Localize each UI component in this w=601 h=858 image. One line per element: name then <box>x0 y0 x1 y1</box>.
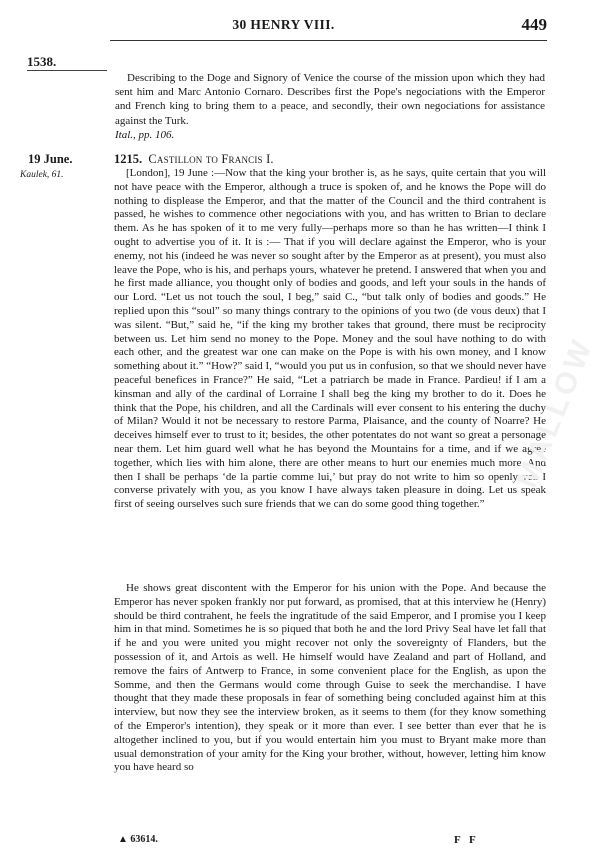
page-number: 449 <box>521 15 547 34</box>
entry-heading <box>114 152 274 167</box>
entry-date: 19 June. <box>28 152 73 166</box>
library-watermark: MALLOW <box>510 332 601 493</box>
summary-reference: Ital., pp. 106. <box>115 128 175 141</box>
entry-number: 1215. <box>114 152 143 166</box>
print-code: ▲ 63614. <box>118 834 158 845</box>
entry-source: Kaulek, 61. <box>20 170 64 180</box>
header-rule <box>110 40 547 41</box>
summary-paragraph <box>115 71 545 142</box>
margin-rule <box>27 70 107 71</box>
letter-paragraph-2: He shows great discontent with the Emperor for his union with the Pope. And because the Emperor has never spoken frankly nor put forward, as promised, that at this interview he (Henry) should be third contrahent, he feels the ingratitude of the said Emperor, and I promise you I keep him in that mind. Sometimes he is so piqued that both he and the lord Privy Seal have let fall that if he and you were united you might recover not only the sovereignty of Flanders, but the possession of it, and Artois as well. He himself would have Zealand and part of Holland, and remove the fairs of Antwerp to France, in some convenient place for the English, as upon the Somme, and then the Germans would come through Guise to seek the merchandise. I have thought that they made these proposals in fear of something being concluded against him at this interview, but now they see the interview broken, as it seems to them (for they know something of the Emperor's intention), they speak or it more than ever. I see better than ever that he is altogether inclined to you, but if you would entertain him you must to Bryant make more than usual demonstration of your amity for the King your brother, without, however, letting him know you have heard so <box>114 582 546 774</box>
summary-text: Describing to the Doge and Signory of Venice the course of the mission upon which they had sent him and Marc Antonio Cornaro. Describes first the Pope's negociations with the Emperor and French king to bring them to a peace, and secondly, their own negociations for assistance against the Turk. <box>115 72 545 127</box>
page-header <box>0 13 567 39</box>
entry-title: Castillon to Francis I. <box>148 152 274 166</box>
letter-paragraph-1: [London], 19 June :—Now that the king your brother is, as he says, quite certain that you will not have peace with the Emperor, although a truce is spoken of, and he knows the Pope will do nothing to displease the Emperor, and that the matter of the Council and the third contrahent is passed, he wishes to commence other negociations with you, and has written to Brian to declare them. As he has spoken of it to me very fully—perhaps more so than he has written—I think I ought to advertise you of it. It is :— That if you will declare against the Emperor, who is your enemy, not his (indeed he was never so sought after by the Emperor as at present), you must also leave the Pope, who is his, and perhaps yours, whatever he pretend. I answered that when you and he first made alliance, you thought only of bodies and goods, and left your souls in the hands of our Lord. “Let us not touch the soul, I beg,” said C., “but talk only of bodies and goods.” He replied upon this “soul” so many things contrary to the opinions of you two (de vous deux) that I was silent. “But,” said he, “if the king my brother takes that ground, there must be reciprocity between us. Let him send no money to the Pope. Money and the soul have nothing to do with each other, and the greatest war one can make on the Pope is with his own money, and I know something about it.” “How?” said I, “would you put us in confusion, so that we should never have peaceful benefices in France?” He said, “Let a patriarch be made in France. Pardieu! if I am a kinsman and ally of the cardinal of Lorraine I shall beg the king my brother to do it. Does he think that the Pope, his children, and all the Cardinals will ever consent to his entering the duchy of Milan? Would it not be necessary to restore Parma, Plaisance, and the county of Noarre? He deceives himself ever to trust to it; besides, the other potentates do not want so great a personage near them. Let him guard well what he has beyond the Mountains for a time, and if we agree together, which lies with him alone, there are other means to hurt our enemies much more. And then I shall be perhaps ‘de la partie comme lui,’ but pray do not write to him so openly yet. I converse privately with you, as you know I have always taken pleasure in doing. Let us speak first of seeing ourselves such sure friends that we can do some good thing together.” <box>114 167 546 511</box>
running-head: 30 HENRY VIII. <box>232 17 335 32</box>
signature-mark: F F <box>454 834 479 846</box>
margin-year: 1538. <box>27 54 57 69</box>
